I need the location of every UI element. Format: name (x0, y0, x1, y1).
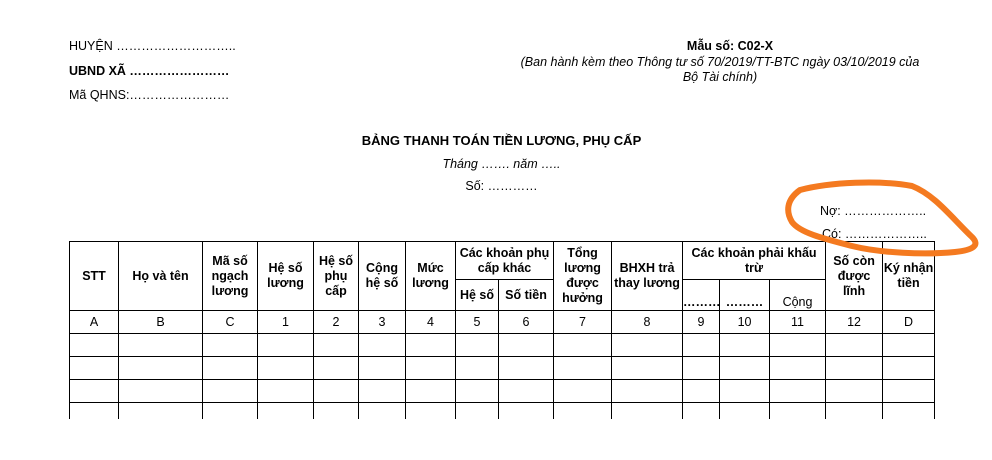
header-deduction-2: ……… (720, 280, 770, 311)
header-other-amount: Số tiền (499, 280, 554, 311)
code-cell: 4 (406, 311, 456, 334)
budget-code-line: Mã QHNS:…………………… (69, 88, 230, 102)
header-deduction-1: ……… (683, 280, 720, 311)
form-number: Mẫu số: C02-X (686, 39, 774, 53)
code-cell: 3 (359, 311, 406, 334)
header-deductions: Các khoản phải khấu trừ (683, 242, 826, 280)
code-cell: 2 (314, 311, 359, 334)
header-social-insurance: BHXH trả thay lương (612, 242, 683, 311)
code-cell: 11 (770, 311, 826, 334)
code-cell: 6 (499, 311, 554, 334)
code-cell: 5 (456, 311, 499, 334)
credit-line: Có: ……………….. (822, 227, 927, 241)
header-sign: Ký nhận tiền (883, 242, 935, 311)
code-cell: D (883, 311, 935, 334)
header-name: Họ và tên (119, 242, 203, 311)
header-other-coef: Hệ số (456, 280, 499, 311)
code-cell: C (203, 311, 258, 334)
code-cell: A (70, 311, 119, 334)
code-cell: 12 (826, 311, 883, 334)
table-row (70, 357, 935, 380)
issued-by-line-1: (Ban hành kèm theo Thông tư số 70/2019/TT-BTC ngày 03/10/2019 của (520, 55, 920, 69)
header-deduction-total: Cộng (770, 280, 826, 311)
table-row (70, 380, 935, 403)
code-cell: B (119, 311, 203, 334)
document-title: BẢNG THANH TOÁN TIỀN LƯƠNG, PHỤ CẤP (361, 133, 642, 148)
header-allowance-coef: Hệ số phụ cấp (314, 242, 359, 311)
header-remaining: Số còn được lĩnh (826, 242, 883, 311)
number-line: Số: ………… (465, 179, 538, 193)
header-total-salary: Tổng lương được hưởng (554, 242, 612, 311)
header-other-allowances: Các khoản phụ cấp khác (456, 242, 554, 280)
code-cell: 8 (612, 311, 683, 334)
table-row (70, 334, 935, 357)
commune-line: UBND XÃ …………………… (69, 64, 230, 78)
code-cell: 10 (720, 311, 770, 334)
issued-by-line-2: Bộ Tài chính) (682, 70, 758, 84)
header-rank-code: Mã số ngạch lương (203, 242, 258, 311)
code-cell: 7 (554, 311, 612, 334)
district-line: HUYỆN ……………………….. (69, 39, 236, 53)
header-salary-coef: Hệ số lương (258, 242, 314, 311)
period-line: Tháng ……. năm ….. (442, 157, 561, 171)
payroll-table (69, 241, 935, 419)
header-stt: STT (70, 242, 119, 311)
code-cell: 9 (683, 311, 720, 334)
header-salary-level: Mức lương (406, 242, 456, 311)
code-cell: 1 (258, 311, 314, 334)
header-total-coef: Cộng hệ số (359, 242, 406, 311)
debit-line: Nợ: ……………….. (820, 204, 927, 218)
table-row (70, 403, 935, 420)
